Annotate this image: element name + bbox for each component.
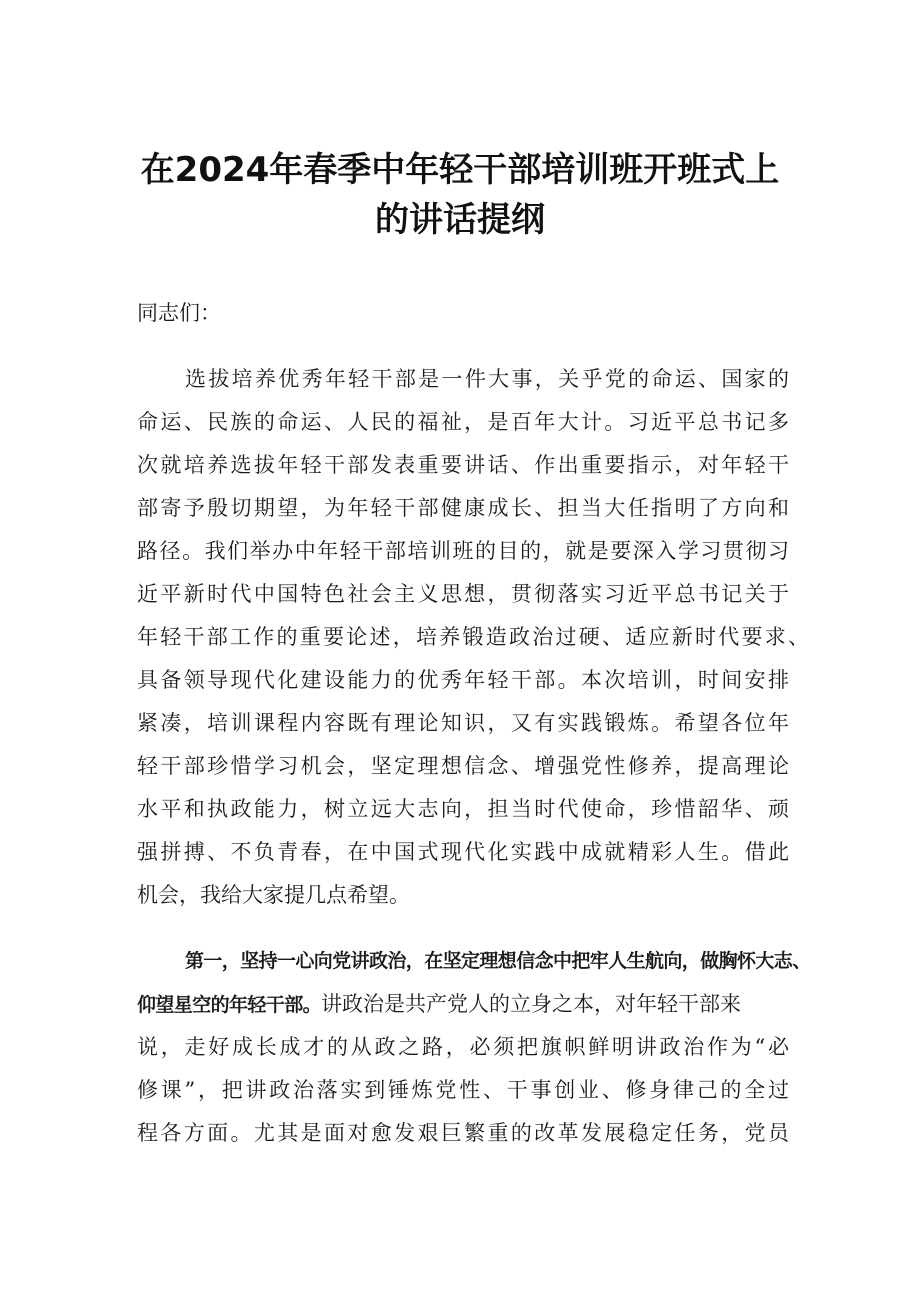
paragraph-2-line-2	[137, 989, 789, 1019]
paragraph-2-line: 说，走好成长成才的从政之路，必须把旗帜鲜明讲政治作为“必	[137, 1035, 789, 1059]
paragraph-2-line: 程各方面。尤其是面对愈发艰巨繁重的改革发展稳定任务，党员	[137, 1121, 789, 1145]
paragraph-1-line: 年轻干部工作的重要论述，培养锻造政治过硬、适应新时代要求、	[137, 625, 809, 649]
paragraph-1-line: 具备领导现代化建设能力的优秀年轻干部。本次培训，时间安排	[137, 668, 789, 692]
paragraph-1-line: 路径。我们举办中年轻干部培训班的目的，就是要深入学习贯彻习	[137, 539, 789, 563]
paragraph-1-line: 次就培养选拔年轻干部发表重要讲话、作出重要指示，对年轻干	[137, 453, 789, 477]
paragraph-1-line: 水平和执政能力，树立远大志向，担当时代使命，珍惜韶华、顽	[137, 797, 789, 821]
paragraph-2-line-2-text: 讲政治是共产党人的立身之本，对年轻干部来	[321, 992, 742, 1016]
paragraph-1-line: 强拼搏、不负青春，在中国式现代化实践中成就精彩人生。借此	[137, 840, 789, 864]
paragraph-1-line: 机会，我给大家提几点希望。	[137, 883, 410, 907]
document-title-line-2: 的讲话提纲	[375, 200, 545, 240]
document-title-line-1: 在2024年春季中年轻干部培训班开班式上	[140, 150, 780, 190]
paragraph-1-line: 命运、民族的命运、人民的福祉，是百年大计。习近平总书记多	[137, 410, 789, 434]
salutation: 同志们：	[137, 301, 221, 325]
paragraph-2-heading-line: 第一，坚持一心向党讲政治，在坚定理想信念中把牢人生航向，做胸怀大志、	[185, 950, 811, 972]
paragraph-2-line: 修课”，把讲政治落实到锤炼党性、干事创业、修身律己的全过	[137, 1078, 789, 1102]
paragraph-2-heading-lead: 仰望星空的年轻干部。	[137, 994, 322, 1016]
paragraph-1-line: 近平新时代中国特色社会主义思想，贯彻落实习近平总书记关于	[137, 582, 789, 606]
paragraph-1-line: 紧凑，培训课程内容既有理论知识，又有实践锻炼。希望各位年	[137, 711, 789, 735]
paragraph-1-line: 选拔培养优秀年轻干部是一件大事，关乎党的命运、国家的	[185, 367, 789, 391]
paragraph-1-line: 部寄予殷切期望，为年轻干部健康成长、担当大任指明了方向和	[137, 496, 789, 520]
paragraph-1-line: 轻干部珍惜学习机会，坚定理想信念、增强党性修养，提高理论	[137, 754, 789, 778]
